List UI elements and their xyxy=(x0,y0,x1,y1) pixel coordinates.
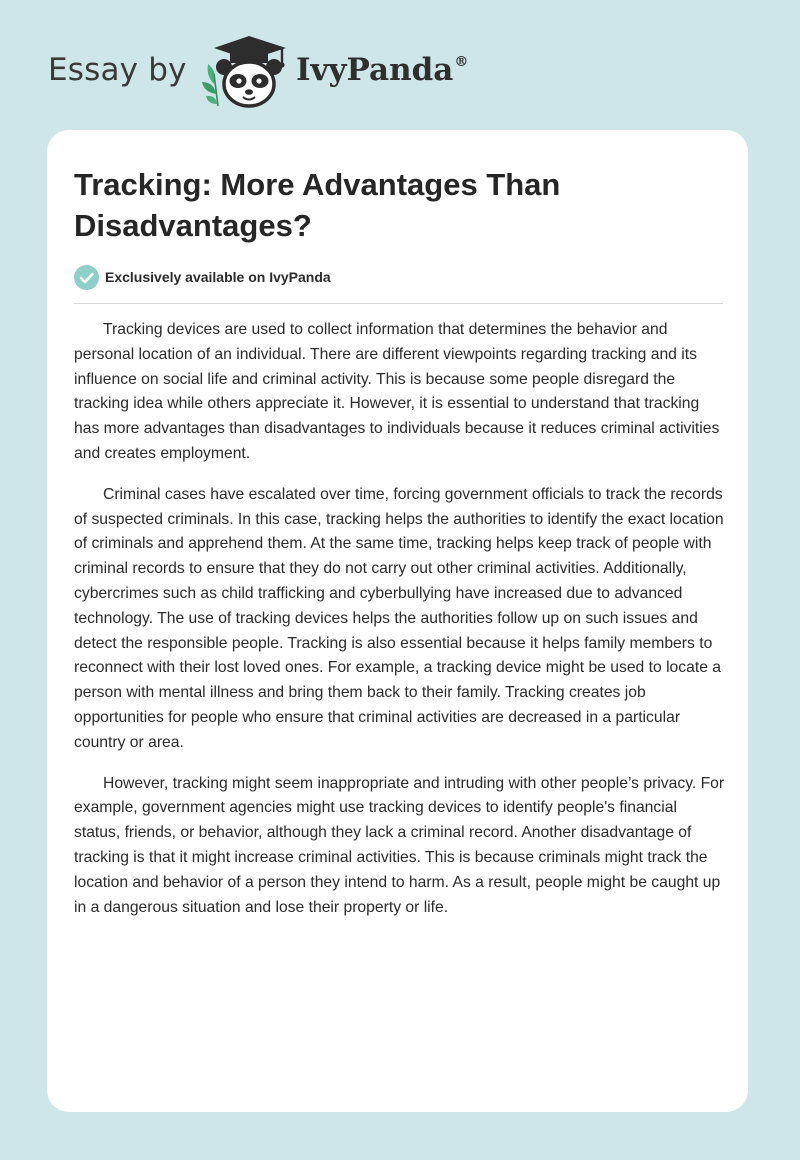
essay-title: Tracking: More Advantages Than Disadvantages? xyxy=(74,167,561,243)
title-divider xyxy=(74,303,723,304)
brand-prefix: Essay by xyxy=(48,52,187,88)
panda-graduate-logo-icon[interactable] xyxy=(202,34,292,110)
essay-paragraph: Criminal cases have escalated over time, forcing government officials to track the records of suspected criminals. In this case, tracking helps the authorities to identify the exact location of criminals and apprehend them. At the same time, tracking helps keep track of people with criminal records to ensure that they do not carry out other criminal activities. Additionally, cybercrimes such as child trafficking and cyberbullying have increased due to advanced technology. The use of tracking devices helps the authorities follow up on such issues and detect the responsible people. Tracking is also essential because it helps family members to reconnect with their lost loved ones. For example, a tracking device might be used to locate a person with mental illness and bring them back to their family. Tracking creates job opportunities for people who ensure that criminal activities are decreased in a particular country or area. xyxy=(74,485,724,751)
essay-card xyxy=(47,130,748,1112)
exclusive-badge-text: Exclusively available on IvyPanda xyxy=(105,269,331,285)
essay-paragraph: Tracking devices are used to collect information that determines the behavior and personal location of an individual. There are different viewpoints regarding tracking and its influence on social life and criminal activity. This is because some people disregard the tracking idea while others appreciate it. However, it is essential to understand that tracking has more advantages than disadvantages to individuals because it reduces criminal activities and creates employment. xyxy=(74,321,720,462)
exclusive-badge xyxy=(74,264,331,290)
brand-name[interactable]: IvyPanda® xyxy=(296,52,469,88)
essay-paragraph: However, tracking might seem inappropriate and intruding with other people’s privacy. For example, government agencies might use tracking devices to identify people's financial status, friends, or behavior, although they lack a criminal record. Another disadvantage of tracking is that it might increase criminal activities. This is because criminals might track the location and behavior of a person they intend to harm. As a result, people might be caught up in a dangerous situation and lose their property or life. xyxy=(74,774,725,916)
registered-mark: ® xyxy=(454,54,469,70)
essay-body xyxy=(74,318,726,936)
check-circle-icon xyxy=(74,265,99,290)
site-header xyxy=(48,34,548,114)
